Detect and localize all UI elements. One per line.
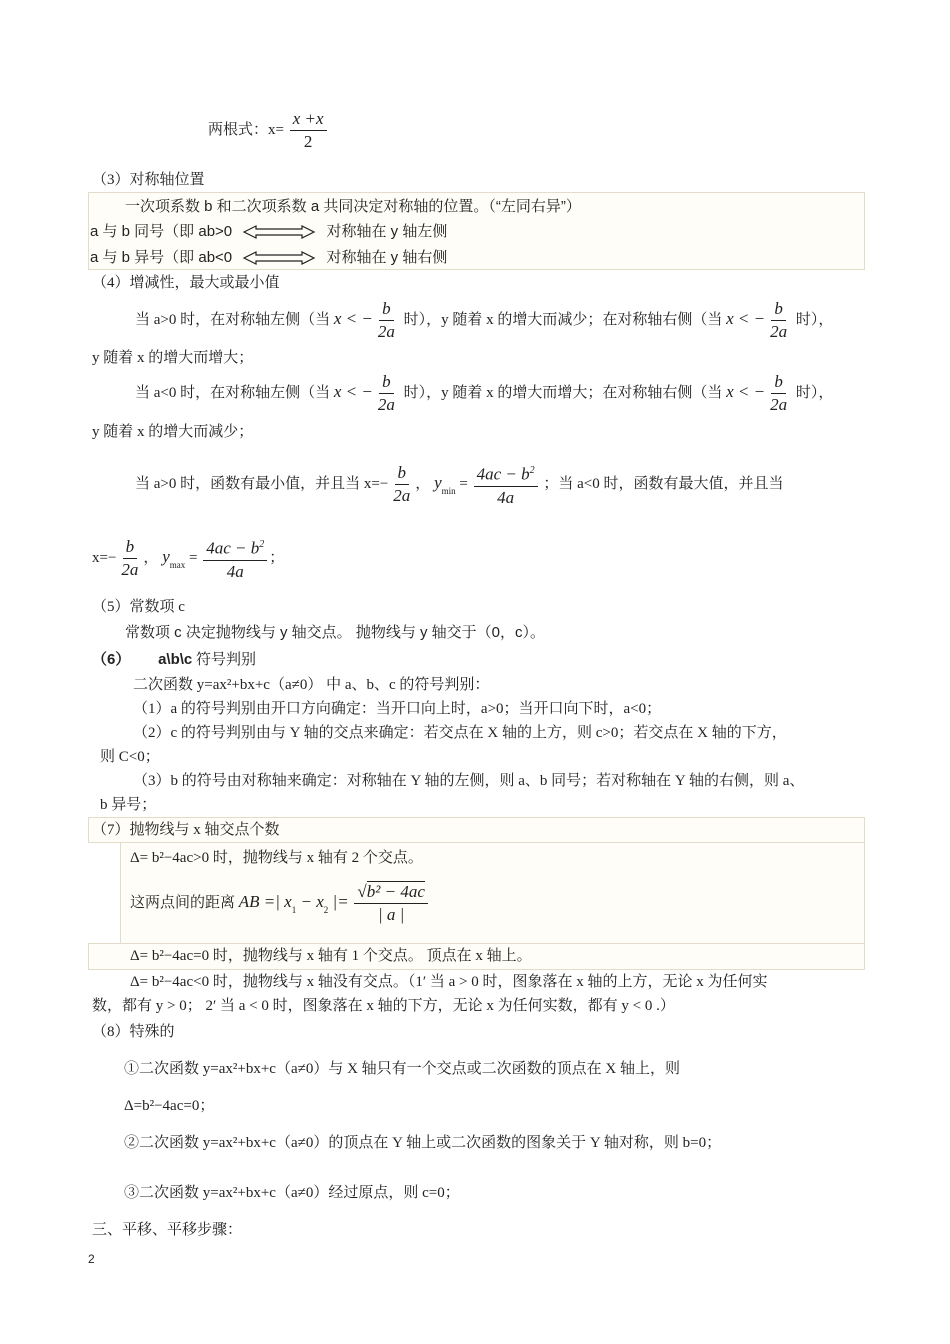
section-4-title: （4）增减性，最大或最小值 [92, 275, 280, 291]
y-min: y [434, 473, 442, 492]
section-8-title: （8）特殊的 [92, 1024, 175, 1040]
fraction-extreme-value: $\frac{4ac - b^2}{4a}$ [474, 460, 538, 509]
para2-text-a: 当 a<0 时，在对称轴左侧（当 [135, 385, 331, 401]
section-7-title: （7）抛物线与 x 轴交点个数 [92, 822, 280, 838]
fraction-distance: $\frac{\text{√b² − 4ac}}{| a |}$ [354, 881, 427, 926]
section-4-para2 [135, 370, 833, 416]
section-6-title: （6） a\b\c 符号判别 [92, 651, 257, 668]
section-7-line5: 数，都有 y > 0； 2′ 当 a < 0 时，图象落在 x 轴的下方，无论 x 为任何实数，都有 y < 0 .） [92, 998, 675, 1014]
min-text-c: ；当 a<0 时，函数有最大值，并且当 [543, 476, 784, 492]
section-7-line4: Δ= b²−4ac<0 时，抛物线与 x 轴没有交点。（1′ 当 a > 0 时，图象落在 x 轴的上方，无论 x 为任何实 [130, 974, 768, 990]
para1-text-a: 当 a>0 时，在对称轴左侧（当 [135, 312, 331, 328]
page-number: 2 [88, 1252, 95, 1266]
section-6-line1: 二次函数 y=ax²+bx+c（a≠0） 中 a、b、c 的符号判别： [133, 677, 490, 693]
roots-fraction [290, 108, 327, 153]
section-5-desc: 常数项 c 决定抛物线与 y 轴交点。 抛物线与 y 轴交于（0，c）。 [125, 624, 546, 641]
section-7-line1: Δ= b²−4ac>0 时，抛物线与 x 轴有 2 个交点。 [130, 850, 423, 866]
roots-denominator: 2 [303, 132, 313, 151]
para1-text-c: 时）， [795, 312, 834, 328]
section-5-title: （5）常数项 c [92, 599, 185, 615]
roots-numerator: x +x [290, 108, 327, 131]
para2-xlt-2: x < − [726, 382, 766, 401]
fraction-b-2a: $\frac{b}{2a}$ [770, 299, 788, 342]
para1-text-b: 时），y 随着 x 的增大而减少；在对称轴右侧（当 [403, 312, 723, 328]
section-6-line2: （1）a 的符号判别由开口方向确定：当开口向上时，a>0；当开口向下时，a<0； [133, 701, 662, 717]
section-8-line1: ①二次函数 y=ax²+bx+c（a≠0）与 X 轴只有一个交点或二次函数的顶点在 X 轴上，则 [124, 1061, 680, 1077]
section-8-line2: Δ=b²−4ac=0； [124, 1098, 215, 1114]
section-9-title: 三、平移、平移步骤： [92, 1222, 243, 1238]
section-3-title: （3）对称轴位置 [92, 172, 205, 188]
section-8-line4: ③二次函数 y=ax²+bx+c（a≠0）经过原点，则 c=0； [124, 1185, 460, 1201]
para2-text-b: 时），y 随着 x 的增大而增大；在对称轴右侧（当 [403, 385, 723, 401]
fraction-b-2a: $\frac{b}{2a}$ [770, 372, 788, 415]
section-6-line4: 则 C<0； [100, 749, 160, 765]
same-sign-result: 对称轴在 y 轴左侧 [326, 223, 448, 240]
fraction-b-2a: $\frac{b}{2a}$ [377, 299, 395, 342]
para1-xlt-2: x < − [726, 309, 766, 328]
same-sign-text: a 与 b 同号（即 ab>0 [90, 223, 233, 240]
section-7-line3: Δ= b²−4ac=0 时，抛物线与 x 轴有 1 个交点。 顶点在 x 轴上。 [130, 948, 532, 964]
section-6-line3: （2）c 的符号判别由与 Y 轴的交点来确定：若交点在 X 轴的上方，则 c>0；若交点在 X 轴的下方， [133, 725, 787, 741]
para1-xlt: x < − [333, 309, 373, 328]
section-6-line5: （3）b 的符号由对称轴来确定：对称轴在 Y 轴的左侧，则 a、b 同号；若对称轴在 Y 轴的右侧，则 a、 [133, 773, 805, 789]
section-4-min: 当 a>0 时，函数有最小值，并且当 x=− $\frac{b}{2a}$ ， $y_{min}$ = $\frac{4ac - b^2}{4a}$ ；当 a<0 时，函数有最大值，并且当 [135, 460, 784, 514]
section-4-para1-cont: y 随着 x 的增大而增大； [92, 350, 254, 366]
section-4-max: x=− $\frac{b}{2a}$ ， $y_{max}$ = $\frac{4ac - b^2}{4a}$ ； [92, 534, 284, 588]
section-8-line3: ②二次函数 y=ax²+bx+c（a≠0）的顶点在 Y 轴上或二次函数的图象关于 Y 轴对称，则 b=0； [124, 1135, 722, 1151]
section-3-diff-sign [90, 248, 447, 268]
section-7-distance: 这两点间的距离 AB =| $x_1 - x_2$ |= $\frac{\text{√b² − 4ac}}{| a |}$ [130, 874, 430, 938]
diff-sign-result: 对称轴在 y 轴右侧 [326, 249, 448, 266]
fraction-extreme-value: $\frac{4ac - b^2}{4a}$ [203, 534, 267, 583]
roots-label: 两根式：x= [208, 121, 284, 138]
section-4-para2-cont: y 随着 x 的增大而减少； [92, 424, 254, 440]
section-3-same-sign [90, 222, 447, 242]
max-text-a: x=− [92, 550, 117, 566]
fraction-b-2a: $\frac{b}{2a}$ [393, 463, 411, 506]
fraction-b-2a: $\frac{b}{2a}$ [121, 537, 139, 580]
y-max: y [162, 547, 170, 566]
section-4-para1 [135, 297, 833, 343]
double-arrow-icon [242, 250, 316, 266]
fraction-b-2a: $\frac{b}{2a}$ [377, 372, 395, 415]
para2-text-c: 时）， [795, 385, 834, 401]
para2-xlt: x < − [333, 382, 373, 401]
min-text-a: 当 a>0 时，函数有最小值，并且当 x=− [135, 476, 389, 492]
diff-sign-text: a 与 b 异号（即 ab<0 [90, 249, 233, 266]
section-3-desc: 一次项系数 b 和二次项系数 a 共同决定对称轴的位置。（“左同右异”） [125, 198, 581, 215]
roots-formula [208, 108, 329, 153]
double-arrow-icon [242, 224, 316, 240]
section-6-line6: b 异号； [100, 797, 157, 813]
